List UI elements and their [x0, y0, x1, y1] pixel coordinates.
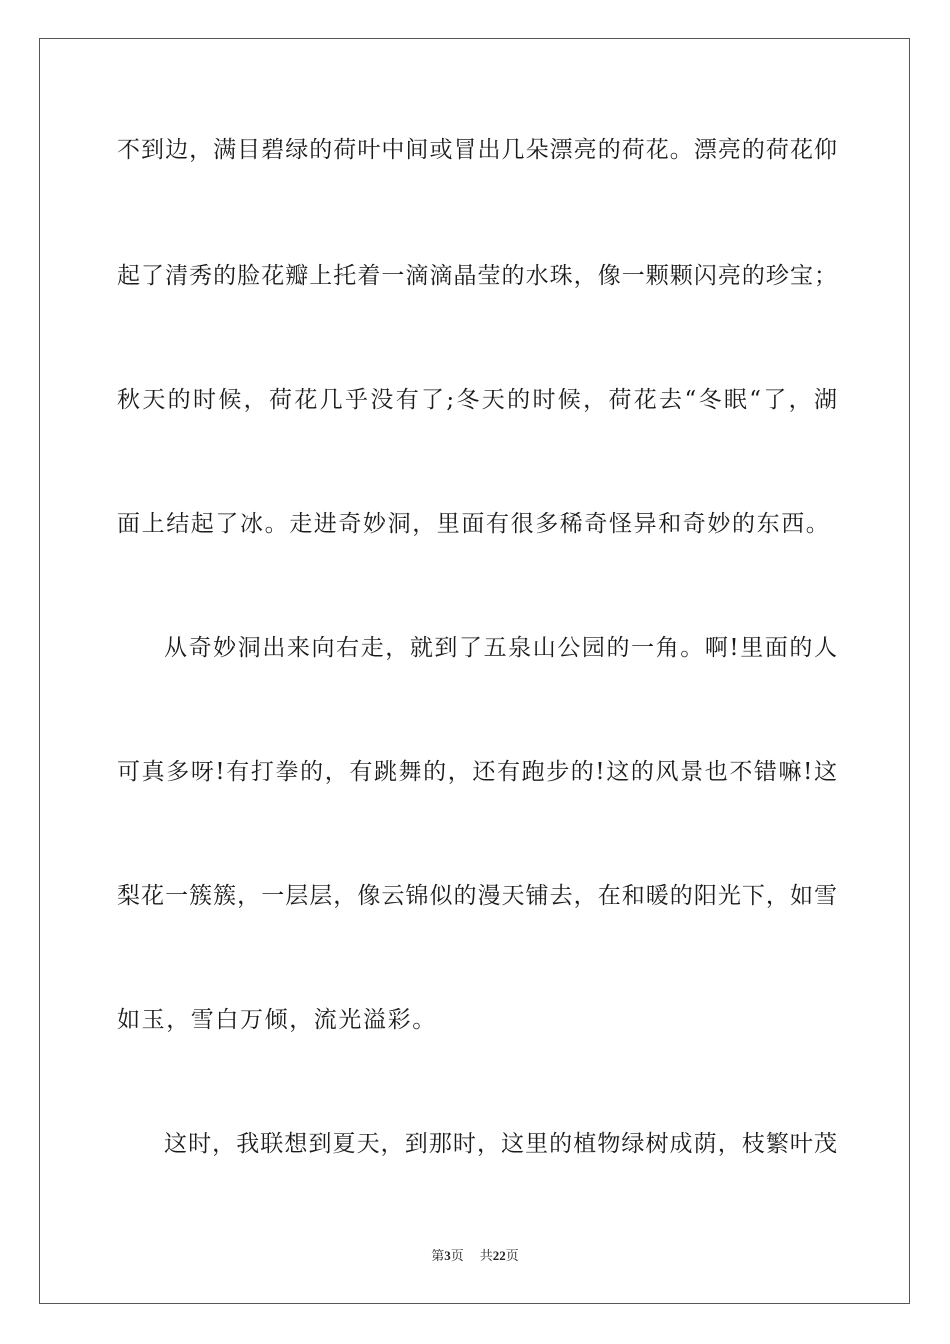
- body-text-line-3: 秋天的时候，荷花几乎没有了;冬天的时候，荷花去“冬眠“了，湖: [117, 387, 837, 413]
- page-border: [39, 38, 910, 1304]
- total-pages: 22: [492, 1248, 506, 1263]
- body-text-line-1: 不到边，满目碧绿的荷叶中间或冒出几朵漂亮的荷花。漂亮的荷花仰: [117, 137, 837, 163]
- body-text-line-4: 面上结起了冰。走进奇妙洞，里面有很多稀奇怪异和奇妙的东西。: [117, 511, 831, 537]
- page-number: 3: [444, 1248, 451, 1263]
- page-footer: [0, 1247, 950, 1266]
- body-text-line-6: 可真多呀!有打拳的，有跳舞的，还有跑步的!这的风景也不错嘛!这: [117, 759, 837, 785]
- body-text-line-2: 起了清秀的脸花瓣上托着一滴滴晶莹的水珠，像一颗颗闪亮的珍宝；: [117, 263, 837, 289]
- page-suffix: 页: [450, 1249, 464, 1264]
- total-prefix: 共: [479, 1249, 493, 1264]
- body-text-line-7: 梨花一簇簇，一层层，像云锦似的漫天铺去，在和暖的阳光下，如雪: [117, 883, 837, 909]
- total-suffix: 页: [505, 1249, 519, 1264]
- body-text-line-8: 如玉，雪白万倾，流光溢彩。: [117, 1007, 437, 1033]
- body-text-line-5: 从奇妙洞出来向右走，就到了五泉山公园的一角。啊!里面的人: [164, 635, 837, 661]
- page-prefix: 第: [431, 1249, 445, 1264]
- body-text-line-9: 这时，我联想到夏天，到那时，这里的植物绿树成荫，枝繁叶茂: [164, 1131, 837, 1157]
